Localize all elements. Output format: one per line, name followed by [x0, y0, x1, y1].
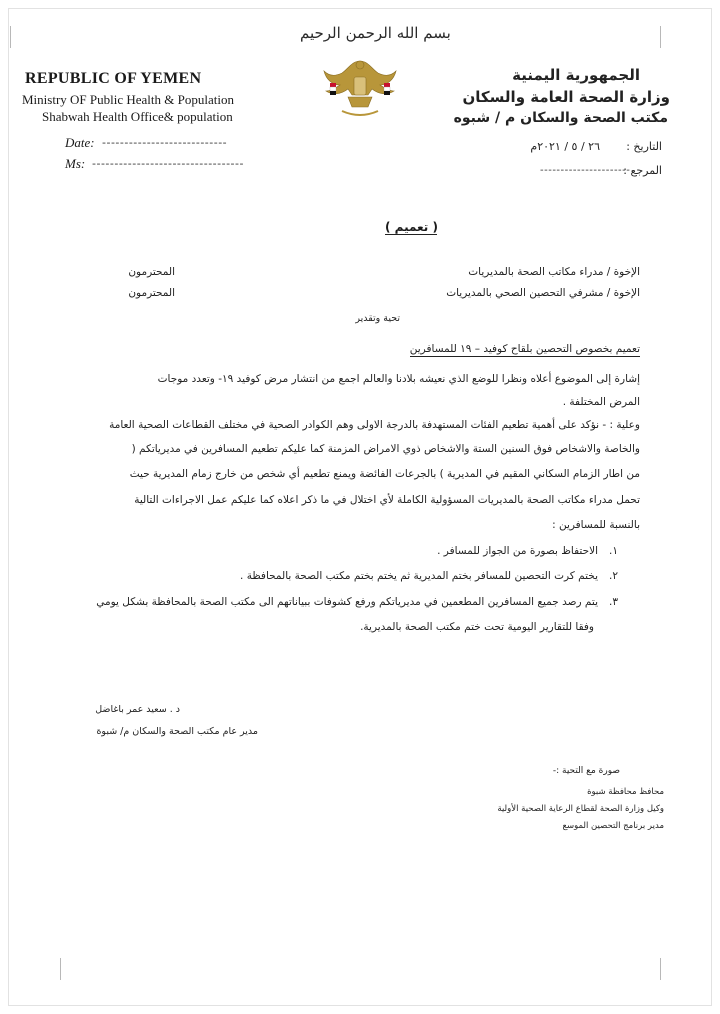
copies-item-1: محافظ محافظة شبوة: [587, 787, 664, 797]
english-office-line: Shabwah Health Office& population: [42, 109, 233, 124]
circular-title: ( تعميم ): [385, 220, 438, 234]
paragraph-line-3: وعلية : - نؤكد على أهمية تطعيم الفئات المستهدفة بالدرجة الاولى وهم الكوادر الصحية في مختلف القطاعات الصحية العامة: [109, 419, 640, 431]
date-label: Date:: [65, 135, 95, 150]
copies-label: صورة مع التحية :-: [552, 766, 620, 776]
signature-title: مدير عام مكتب الصحة والسكان م/ شبوة: [96, 726, 258, 737]
signature-name: د . سعيد عمر باغاضل: [95, 704, 180, 715]
item-text-3: يتم رصد جميع المسافرين المطعمين في مديرياتكم ورفع كشوفات ببياناتهم الى مكتب الصحة بالمحافظة بشكل يومي: [96, 596, 598, 608]
arabic-ref-dashes: ----------------------: [540, 165, 631, 176]
arabic-ref-label: المرجع :: [623, 164, 662, 177]
basmala: بسم الله الرحمن الرحيم: [300, 24, 451, 42]
paragraph-line-5: من اطار الزمام السكاني المقيم في المديرية ) بالجرعات الفائضة ويمنع تطعيم أي شخص من خارج زمام المديرية حيث: [129, 468, 640, 480]
english-ministry-line: Ministry OF Public Health & Population: [22, 92, 234, 107]
copies-item-3: مدير برنامج التحصين الموسع: [562, 821, 664, 831]
date-dashes: ----------------------------: [102, 136, 228, 149]
arabic-republic-title: الجمهورية اليمنية: [512, 66, 640, 84]
arabic-office-line: مكتب الصحة والسكان م / شبوه: [453, 110, 668, 126]
recipient-line-2: الإخوة / مشرفي التحصين الصحي بالمديريات: [446, 287, 640, 299]
arabic-date-value: ٢٦ / ٥ / ٢٠٢١م: [530, 140, 600, 153]
item-number-3: ٣.: [609, 596, 618, 608]
copies-item-2: وكيل وزارة الصحة لقطاع الرعاية الصحية الأولية: [497, 804, 664, 814]
arabic-date-label: التاريخ :: [626, 140, 662, 153]
recipient-honorific-2: المحترمون: [128, 287, 175, 299]
paragraph-line-6: تحمل مدراء مكاتب الصحة بالمديريات المسؤولية الكاملة لأي اختلال في ما ذكر اعلاه كما عليكم عمل الاجراءات التالية: [134, 494, 640, 506]
yemen-emblem-icon: [322, 55, 398, 121]
greeting: تحية وتقدير: [355, 313, 400, 324]
paragraph-line-1: إشارة إلى الموضوع أعلاه ونظرا للوضع الذي نعيشه بلادنا والعالم اجمع من انتشار مرض كوفيد ١٩- وتعدد موجات: [157, 373, 640, 385]
corner-mark-top-right: [638, 26, 661, 48]
item-text-1: الاحتفاظ بصورة من الجواز للمسافر .: [437, 545, 598, 557]
item-number-1: ١.: [609, 545, 618, 557]
corner-mark-top-left: [10, 26, 33, 48]
recipient-line-1: الإخوة / مدراء مكاتب الصحة بالمديريات: [468, 266, 640, 278]
corner-mark-bottom-left: [60, 958, 83, 980]
paragraph-line-2: المرض المختلفة .: [562, 396, 640, 408]
arabic-ministry-line: وزارة الصحة العامة والسكان: [462, 88, 670, 106]
paragraph-line-7: بالنسبة للمسافرين :: [552, 519, 640, 531]
subject-line: تعميم بخصوص التحصين بلقاح كوفيد – ١٩ للمسافرين: [409, 343, 640, 355]
item-text-2: يختم كرت التحصين للمسافر بختم المديرية ثم يختم بختم مكتب الصحة بالمحافظة .: [240, 570, 598, 582]
paragraph-line-4: والخاصة والاشخاص فوق السنين الستة والاشخاص ذوي الامراض المزمنة كما عليكم تطعيم المسافرين في مديرياتكم (: [131, 443, 640, 455]
item-number-2: ٢.: [609, 570, 618, 582]
corner-mark-bottom-right: [638, 958, 661, 980]
ms-label: Ms:: [65, 156, 86, 171]
item-3-continuation: وفقا للتقارير اليومية تحت ختم مكتب الصحة بالمديرية.: [360, 621, 594, 633]
ms-dashes: ----------------------------------: [92, 157, 244, 170]
english-republic-title: REPUBLIC OF YEMEN: [25, 70, 202, 87]
recipient-honorific-1: المحترمون: [128, 266, 175, 278]
